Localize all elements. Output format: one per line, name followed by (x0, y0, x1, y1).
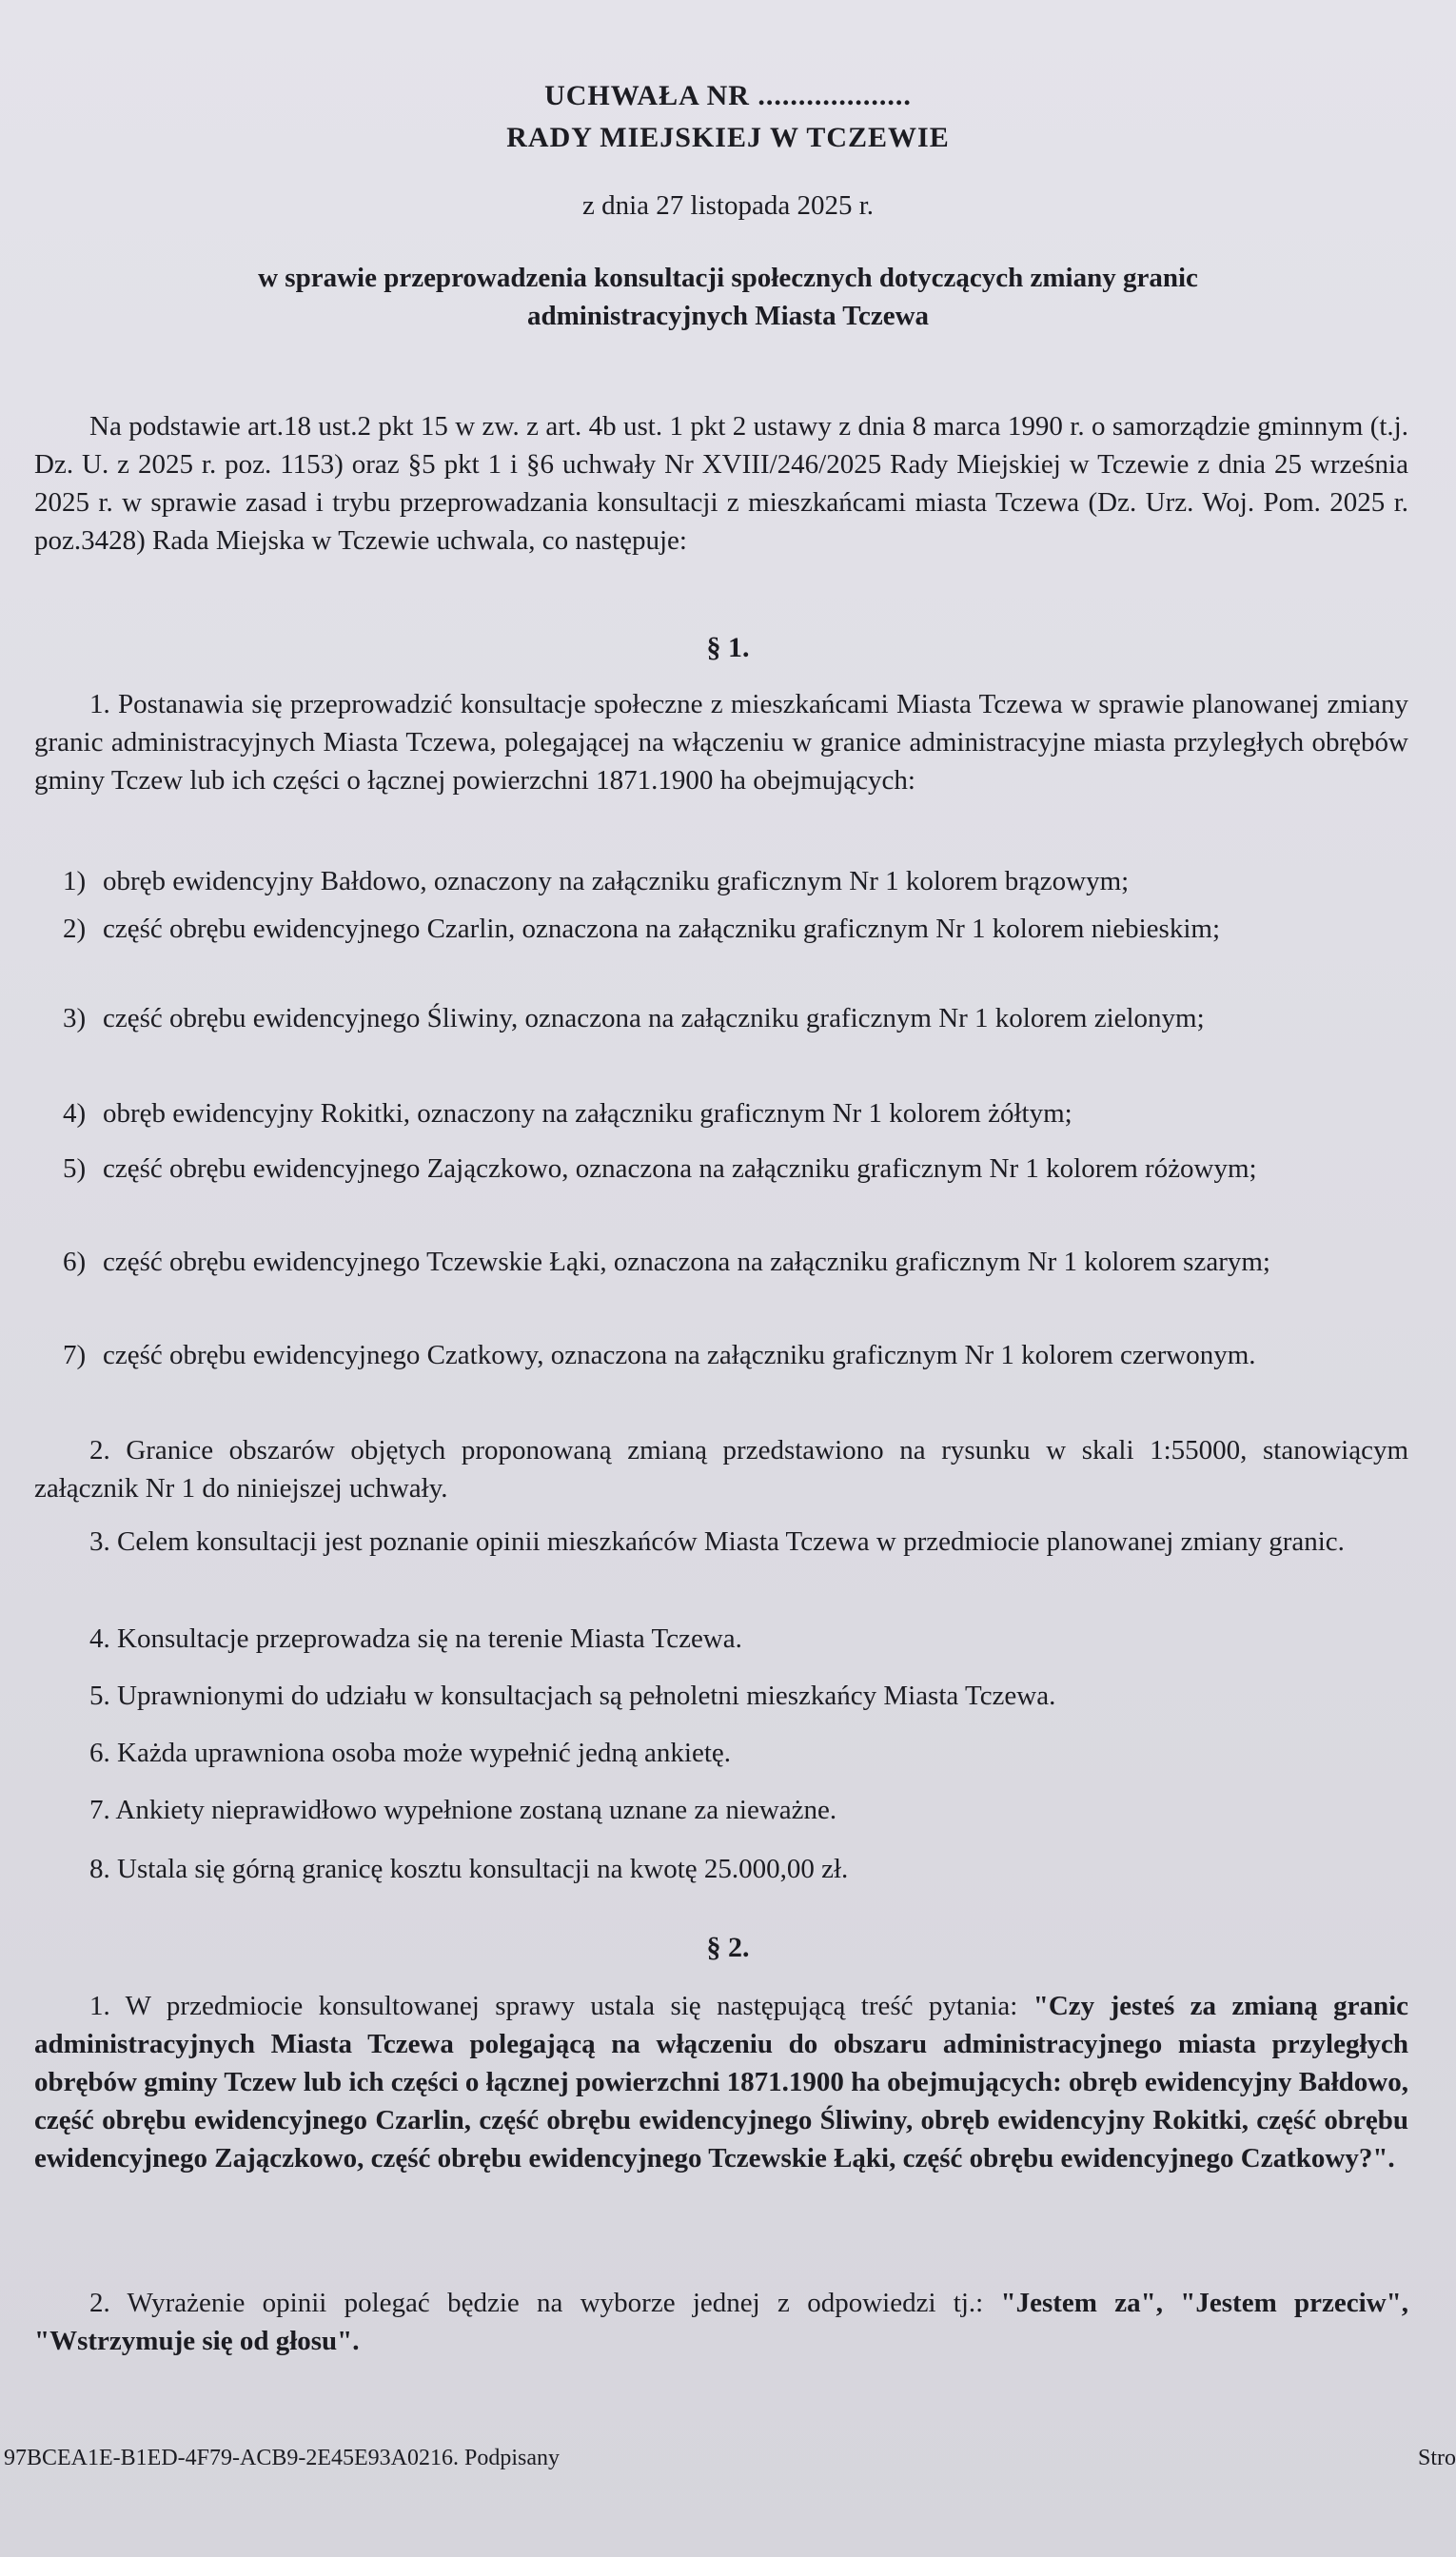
section-1-paragraph-7: 7. Ankiety nieprawidłowo wypełnione zostaną uznane za nieważne. (89, 1795, 837, 1825)
list-item-text: część obrębu ewidencyjnego Czarlin, oznaczona na załączniku graficznym Nr 1 kolorem niebieskim; (103, 914, 1221, 944)
document-id-footer: 97BCEA1E-B1ED-4F79-ACB9-2E45E93A0216. Podpisany (4, 2446, 560, 2470)
list-item-number: 7) (63, 1340, 87, 1370)
list-item (63, 862, 1405, 900)
section-2-paragraph-2 (34, 2284, 1408, 2360)
list-item (63, 910, 1405, 948)
section-2-heading: § 2. (706, 1932, 750, 1963)
list-item (63, 1150, 1405, 1188)
list-item (63, 1336, 1405, 1374)
section-1-paragraph-3: 3. Celem konsultacji jest poznanie opinii mieszkańców Miasta Tczewa w przedmiocie planowanej zmiany granic. (89, 1526, 1345, 1557)
answer-options: "Jestem za", "Jestem przeciw", "Wstrzymuje się od głosu". (34, 2288, 1408, 2356)
section-2-paragraph-1 (34, 1987, 1408, 2177)
consultation-question: "Czy jesteś za zmianą granic administracyjnych Miasta Tczewa polegającą na włączeniu do obszaru administracyjnego miasta przyległych obrębów gminy Tczew lub ich części o łącznej powierzchni 1871.1900 ha obejmujących: obręb ewidencyjny Bałdowo, część obrębu ewidencyjnego Czarlin, część obrębu ewidencyjnego Śliwiny, obręb ewidencyjny Rokitki, część obrębu ewidencyjnego Zajączkowo, część obrębu ewidencyjnego Tczewskie Łąki, część obrębu ewidencyjnego Czatkowy?". (34, 1991, 1409, 2173)
list-item (63, 999, 1405, 1037)
list-item-number: 5) (63, 1153, 87, 1184)
list-item-text: część obrębu ewidencyjnego Czatkowy, oznaczona na załączniku graficznym Nr 1 kolorem czerwonym. (103, 1340, 1256, 1370)
list-item (63, 1094, 1405, 1132)
page-label-footer: Stro (1417, 2446, 1456, 2470)
section-1-paragraph-8: 8. Ustala się górną granicę kosztu konsultacji na kwotę 25.000,00 zł. (89, 1854, 849, 1884)
resolution-number: UCHWAŁA NR ................... (544, 80, 912, 111)
list-item-text: obręb ewidencyjny Bałdowo, oznaczony na załączniku graficznym Nr 1 kolorem brązowym; (103, 866, 1130, 896)
section-1-paragraph-6: 6. Każda uprawniona osoba może wypełnić jedną ankietę. (89, 1738, 731, 1768)
list-item-number: 6) (63, 1247, 87, 1277)
list-item-number: 3) (63, 1003, 87, 1033)
council-name: RADY MIEJSKIEJ W TCZEWIE (506, 122, 950, 153)
section-1-paragraph-2: 2. Granice obszarów objętych proponowaną zmianą przedstawiono na rysunku w skali 1:55000, stanowiącym załącznik Nr 1 do niniejszej uchwały. (34, 1435, 1408, 1504)
list-item-text: część obrębu ewidencyjnego Śliwiny, oznaczona na załączniku graficznym Nr 1 kolorem zielonym; (103, 1003, 1205, 1033)
section-1-paragraph-1: 1. Postanawia się przeprowadzić konsultacje społeczne z mieszkańcami Miasta Tczewa w sprawie planowanej zmiany granic administracyjnych Miasta Tczewa, polegającej na włączeniu w granice administracyjne miasta przyległych obrębów gminy Tczew lub ich części o łącznej powierzchni 1871.1900 ha obejmujących: (34, 689, 1408, 796)
subject-text: w sprawie przeprowadzenia konsultacji społecznych dotyczących zmiany granic administracyjnych Miasta Tczewa (258, 263, 1198, 331)
list-item-number: 2) (63, 914, 87, 944)
section-1-heading: § 1. (706, 632, 750, 663)
list-item-number: 1) (63, 866, 87, 896)
section-1-paragraph-5: 5. Uprawnionymi do udziału w konsultacjach są pełnoletni mieszkańcy Miasta Tczewa. (89, 1681, 1056, 1711)
question-intro: 1. W przedmiocie konsultowanej sprawy ustala się następującą treść pytania: (89, 1991, 1033, 2021)
preamble: Na podstawie art.18 ust.2 pkt 15 w zw. z art. 4b ust. 1 pkt 2 ustawy z dnia 8 marca 1990 r. o samorządzie gminnym (t.j. Dz. U. z 2025 r. poz. 1153) oraz §5 pkt 1 i §6 uchwały Nr XVIII/246/2025 Rady Miejskiej w Tczewie z dnia 25 września 2025 r. w sprawie zasad i trybu przeprowadzania konsultacji z mieszkańcami miasta Tczewa (Dz. Urz. Woj. Pom. 2025 r. poz.3428) Rada Miejska w Tczewie uchwala, co następuje: (34, 411, 1408, 556)
answers-intro: 2. Wyrażenie opinii polegać będzie na wyborze jednej z odpowiedzi tj.: (89, 2288, 1001, 2318)
list-item-text: część obrębu ewidencyjnego Tczewskie Łąki, oznaczona na załączniku graficznym Nr 1 kolorem szarym; (103, 1247, 1270, 1277)
list-item-text: obręb ewidencyjny Rokitki, oznaczony na załączniku graficznym Nr 1 kolorem żółtym; (103, 1098, 1072, 1129)
list-item (63, 1243, 1405, 1281)
resolution-date: z dnia 27 listopada 2025 r. (581, 190, 875, 221)
section-1-paragraph-4: 4. Konsultacje przeprowadza się na terenie Miasta Tczewa. (89, 1623, 742, 1654)
resolution-subject (0, 259, 1456, 335)
list-item-text: część obrębu ewidencyjnego Zajączkowo, oznaczona na załączniku graficznym Nr 1 kolorem różowym; (103, 1153, 1257, 1184)
list-item-number: 4) (63, 1098, 87, 1129)
